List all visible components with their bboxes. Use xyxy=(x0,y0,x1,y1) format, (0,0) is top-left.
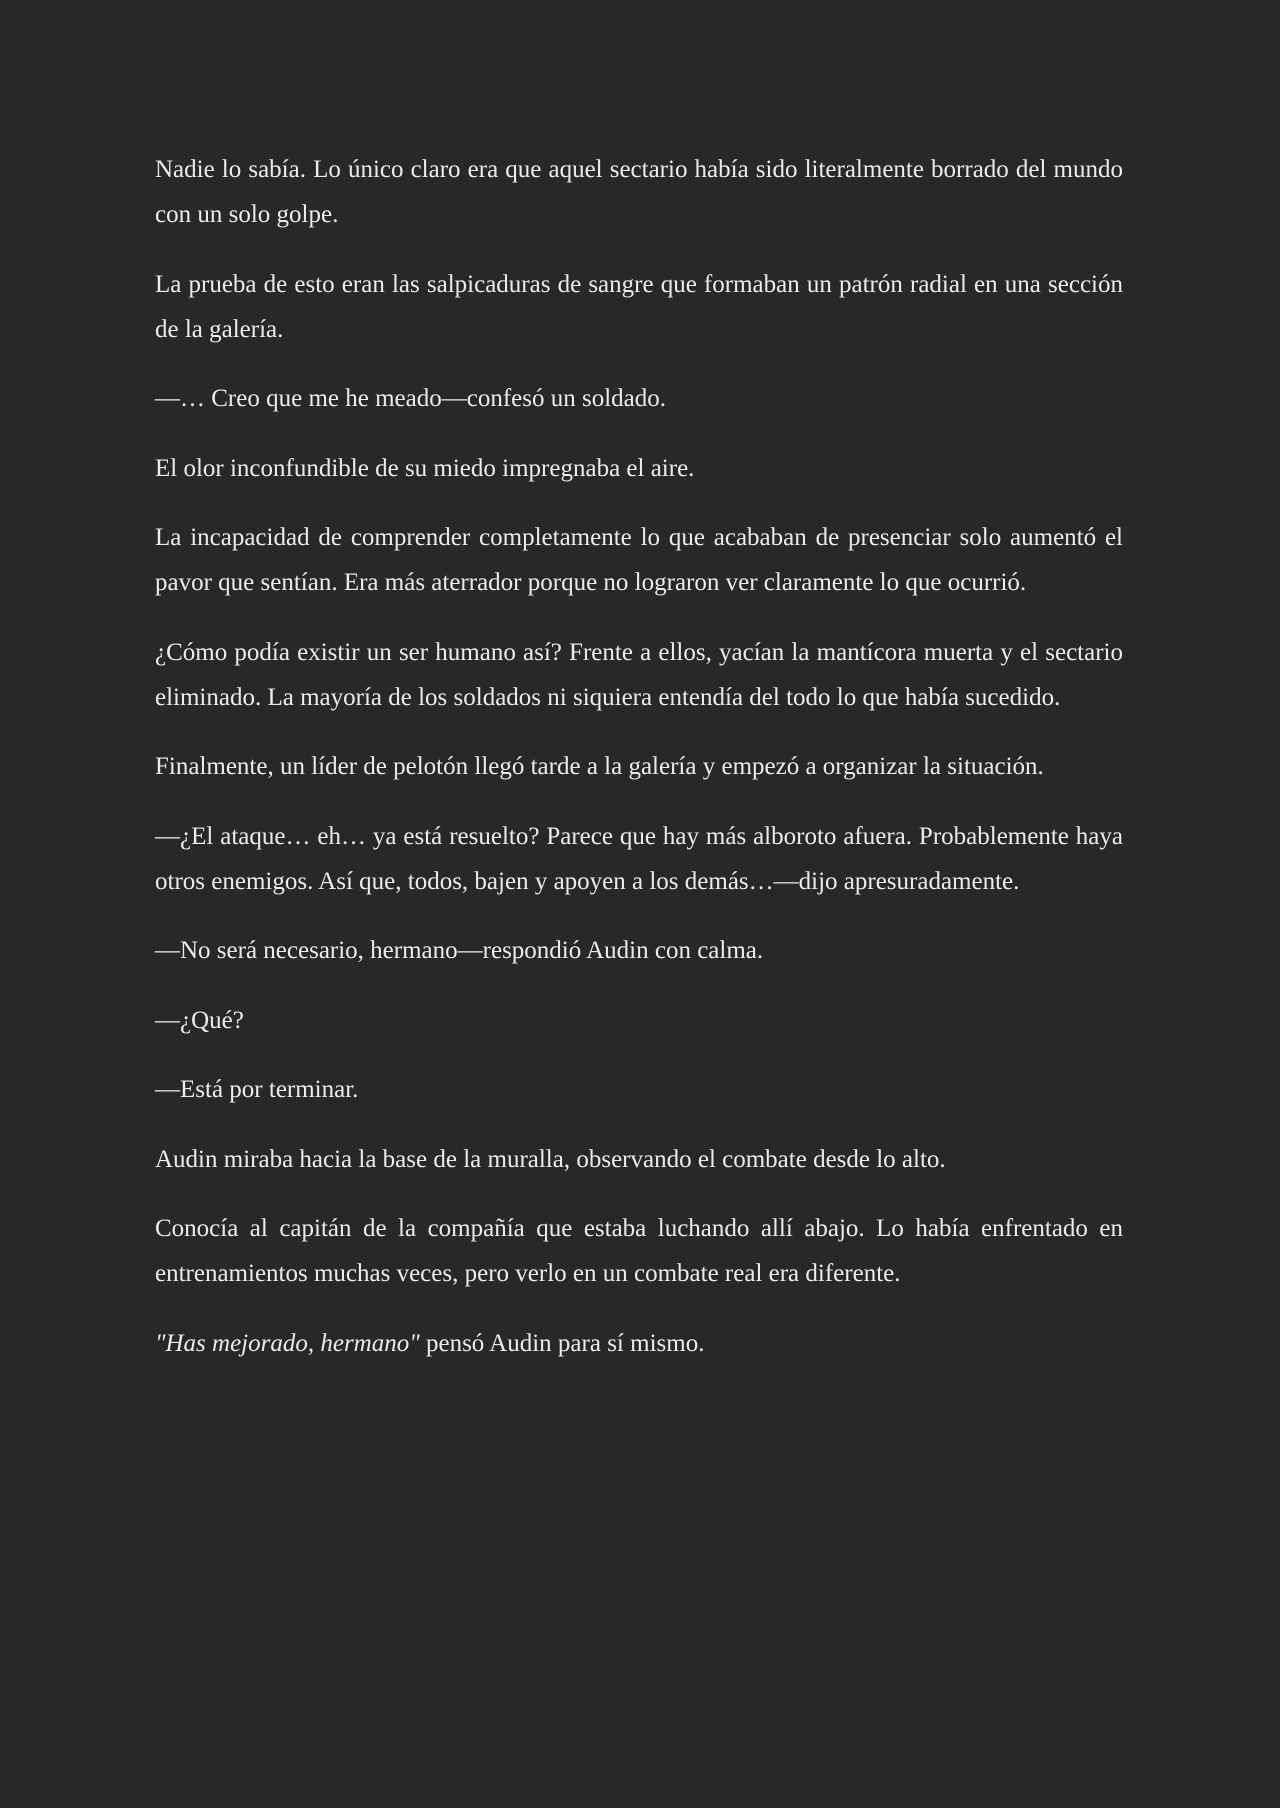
paragraph: Conocía al capitán de la compañía que estaba luchando allí abajo. Lo había enfrentado en entrenamientos muchas veces, pero verlo en un combate real era diferente. xyxy=(155,1215,1123,1287)
paragraph: Audin miraba hacia la base de la muralla, observando el combate desde lo alto. xyxy=(155,1145,946,1173)
paragraph: ¿Cómo podía existir un ser humano así? Frente a ellos, yacían la mantícora muerta y el sectario eliminado. La mayoría de los soldados ni siquiera entendía del todo lo que había sucedido. xyxy=(155,638,1123,711)
paragraph: El olor inconfundible de su miedo impregnaba el aire. xyxy=(155,454,695,482)
paragraph: —… Creo que me he meado—confesó un soldado. xyxy=(155,385,666,412)
paragraph xyxy=(155,1321,1123,1366)
paragraph: —Está por terminar. xyxy=(155,1076,359,1103)
paragraph-text: pensó Audin para sí mismo. xyxy=(419,1329,705,1357)
paragraph: La incapacidad de comprender completamente lo que acababan de presenciar solo aumentó el pavor que sentían. Era más aterrador porque no lograron ver claramente lo que ocurrió. xyxy=(155,524,1123,596)
reader-page xyxy=(155,147,1123,1390)
paragraph: —¿Qué? xyxy=(155,1006,244,1034)
italic-thought: "Has mejorado, hermano" xyxy=(155,1329,420,1357)
paragraph: Finalmente, un líder de pelotón llegó tarde a la galería y empezó a organizar la situación. xyxy=(155,753,1044,780)
paragraph: La prueba de esto eran las salpicaduras de sangre que formaban un patrón radial en una sección de la galería. xyxy=(155,270,1123,343)
paragraph: —¿El ataque… eh… ya está resuelto? Parece que hay más alboroto afuera. Probablemente haya otros enemigos. Así que, todos, bajen y apoyen a los demás…—dijo apresuradamente. xyxy=(155,822,1123,895)
paragraph: Nadie lo sabía. Lo único claro era que aquel sectario había sido literalmente borrado del mundo con un solo golpe. xyxy=(155,156,1123,228)
paragraph: —No será necesario, hermano—respondió Audin con calma. xyxy=(155,937,764,964)
